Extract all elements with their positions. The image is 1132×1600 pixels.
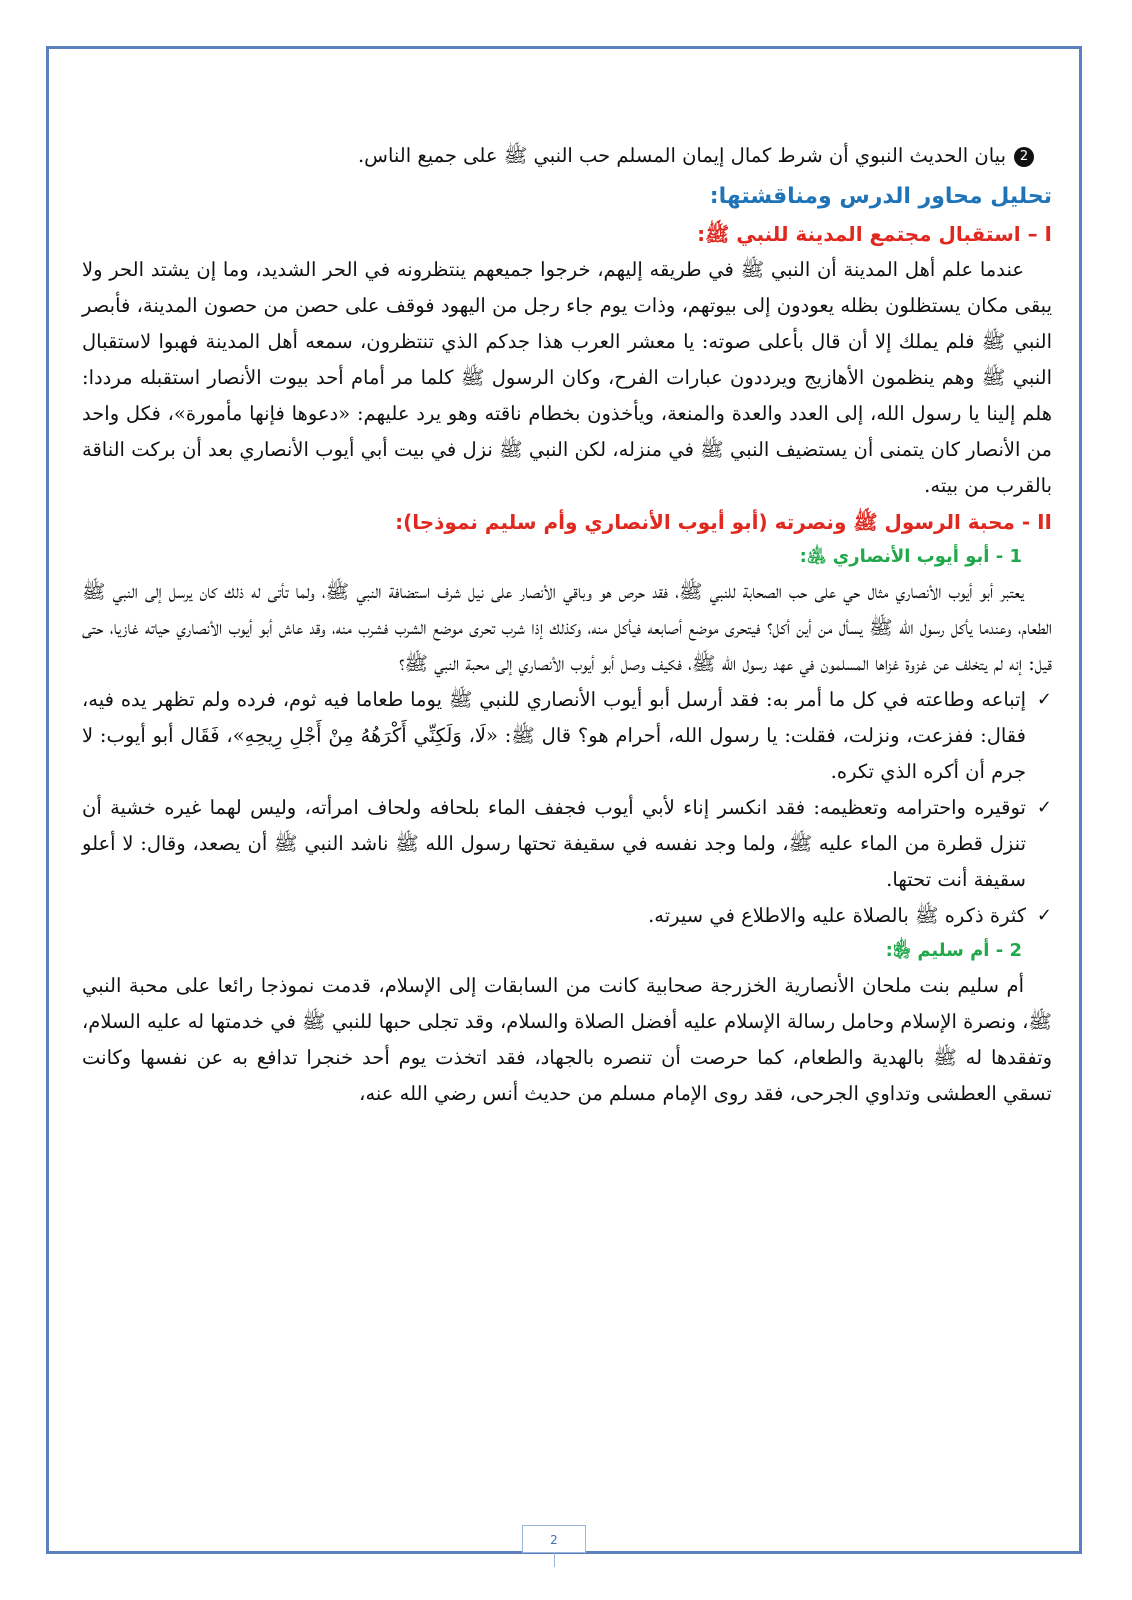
checkmark-icon: ✓ (1036, 905, 1052, 926)
part1-paragraph: عندما علم أهل المدينة أن النبي ﷺ في طريقه إليهم، خرجوا جميعهم ينتظرونه في الحر الشديد، وما إن يشتد الحر ولا يبقى مكان يستظلون بظله يعودون إلى بيوتهم، وذات يوم جاء رجل من اليهود فوقف على حصن من حصون المدينة، فأبصر النبي ﷺ فلم يملك إلا أن قال بأعلى صوته: يا معشر العرب هذا جدكم الذي تنتظرون، سمعه أهل المدينة فهبوا لاستقبال النبي ﷺ وهم ينظمون الأهازيج ويرددون عبارات الفرح، وكان الرسول ﷺ كلما مر أمام أحد بيوت الأنصار استقبله مرددا: هلم إلينا يا رسول الله، إلى العدد والعدة والمنعة، ويأخذون بخطام ناقته وهو يرد عليهم: «دعوها فإنها مأمورة»، فكل واحد من الأنصار كان يتمنى أن يستضيف النبي ﷺ في منزله، لكن النبي ﷺ نزل في بيت أبي أيوب الأنصاري بعد أن بركت الناقة بالقرب من بيته. (82, 258, 1052, 497)
checkmark-icon: ✓ (1036, 797, 1052, 818)
sub1-paragraph: يعتبر أبو أيوب الأنصاري مثال حي على حب الصحابة للنبي ﷺ، فقد حرص هو وباقي الأنصار على نيل شرف استضافة النبي ﷺ، ولما تأتى له ذلك كان يرسل إلى النبي ﷺ الطعام، وعندما يأكل رسول الله ﷺ يسأل من أين أكل؟ فيتحرى موضع أصابعه فيأكل منه، وكذلك إذا شرب تحرى موضع الشرب فشرب منه، وقد عاش أبو أيوب الأنصاري حياته غازيا، حتى قيل: إنه لم يتخلف عن غزوة غزاها المسلمون في عهد رسول الله ﷺ، فكيف وصل أبو أيوب الأنصاري إلى محبة النبي ﷺ؟ (82, 580, 1052, 675)
checklist-item (82, 898, 1052, 934)
part2-heading: II - محبة الرسول ﷺ ونصرته (أبو أيوب الأنصاري وأم سليم نموذجا): (395, 510, 1052, 534)
checkmark-icon: ✓ (1036, 689, 1052, 710)
sub2-heading: 2 - أم سليم ﵂: (885, 940, 1022, 961)
intro-item-text: بيان الحديث النبوي أن شرط كمال إيمان المسلم حب النبي ﷺ على جميع الناس. (357, 144, 1006, 167)
intro-item (82, 138, 1052, 174)
part1-heading: I – استقبال مجتمع المدينة للنبي ﷺ: (697, 222, 1052, 246)
page-number-tick (554, 1553, 555, 1567)
checklist-item (82, 682, 1052, 790)
checklist-item-text: كثرة ذكره ﷺ بالصلاة عليه والاطلاع في سيرته. (648, 904, 1026, 927)
checklist-item-text: توقيره واحترامه وتعظيمه: فقد انكسر إناء لأبي أيوب فجفف الماء بلحافه ولحاف امرأته، وليس لهما غيره خشية أن تنزل قطرة من الماء عليه ﷺ، ولما وجد نفسه في سقيفة تحتها رسول الله ﷺ ناشد النبي ﷺ أن يصعد، وقال: لا أعلو سقيفة أنت تحتها. (82, 796, 1026, 891)
item-number-badge: 2 (1014, 147, 1034, 167)
page-number: 2 (522, 1525, 586, 1553)
sub1-heading: 1 - أبو أيوب الأنصاري ﵁: (799, 546, 1022, 567)
sub1-checklist (82, 682, 1052, 934)
sub2-paragraph: أم سليم بنت ملحان الأنصارية الخزرجة صحابية كانت من السابقات إلى الإسلام، قدمت نموذجا رائعا على محبة النبي ﷺ، ونصرة الإسلام وحامل رسالة الإسلام عليه أفضل الصلاة والسلام، وقد تجلى حبها للنبي ﷺ في خدمتها له عليه السلام، وتفقدها له ﷺ بالهدية والطعام، كما حرصت أن تنصره بالجهاد، فقد اتخذت يوم أحد خنجرا تدافع به عن نفسها وكانت تسقي العطشى وتداوي الجرحى، فقد روى الإمام مسلم من حديث أنس رضي الله عنه، (82, 974, 1052, 1105)
checklist-item-text: إتباعه وطاعته في كل ما أمر به: فقد أرسل أبو أيوب الأنصاري للنبي ﷺ يوما طعاما فيه ثوم، فرده ولم تظهر يده فيه، فقال: ففزعت، ونزلت، فقلت: يا رسول الله، أحرام هو؟ قال ﷺ: «لَا، وَلَكِنِّي أَكْرَهُهُ مِنْ أَجْلِ رِيحِهِ»، فَقَال أبو أيوب: لا جرم أن أكره الذي تكره. (82, 688, 1026, 783)
checklist-item (82, 790, 1052, 898)
section-heading: تحليل محاور الدرس ومناقشتها: (709, 184, 1052, 209)
page-content (82, 138, 1052, 1112)
